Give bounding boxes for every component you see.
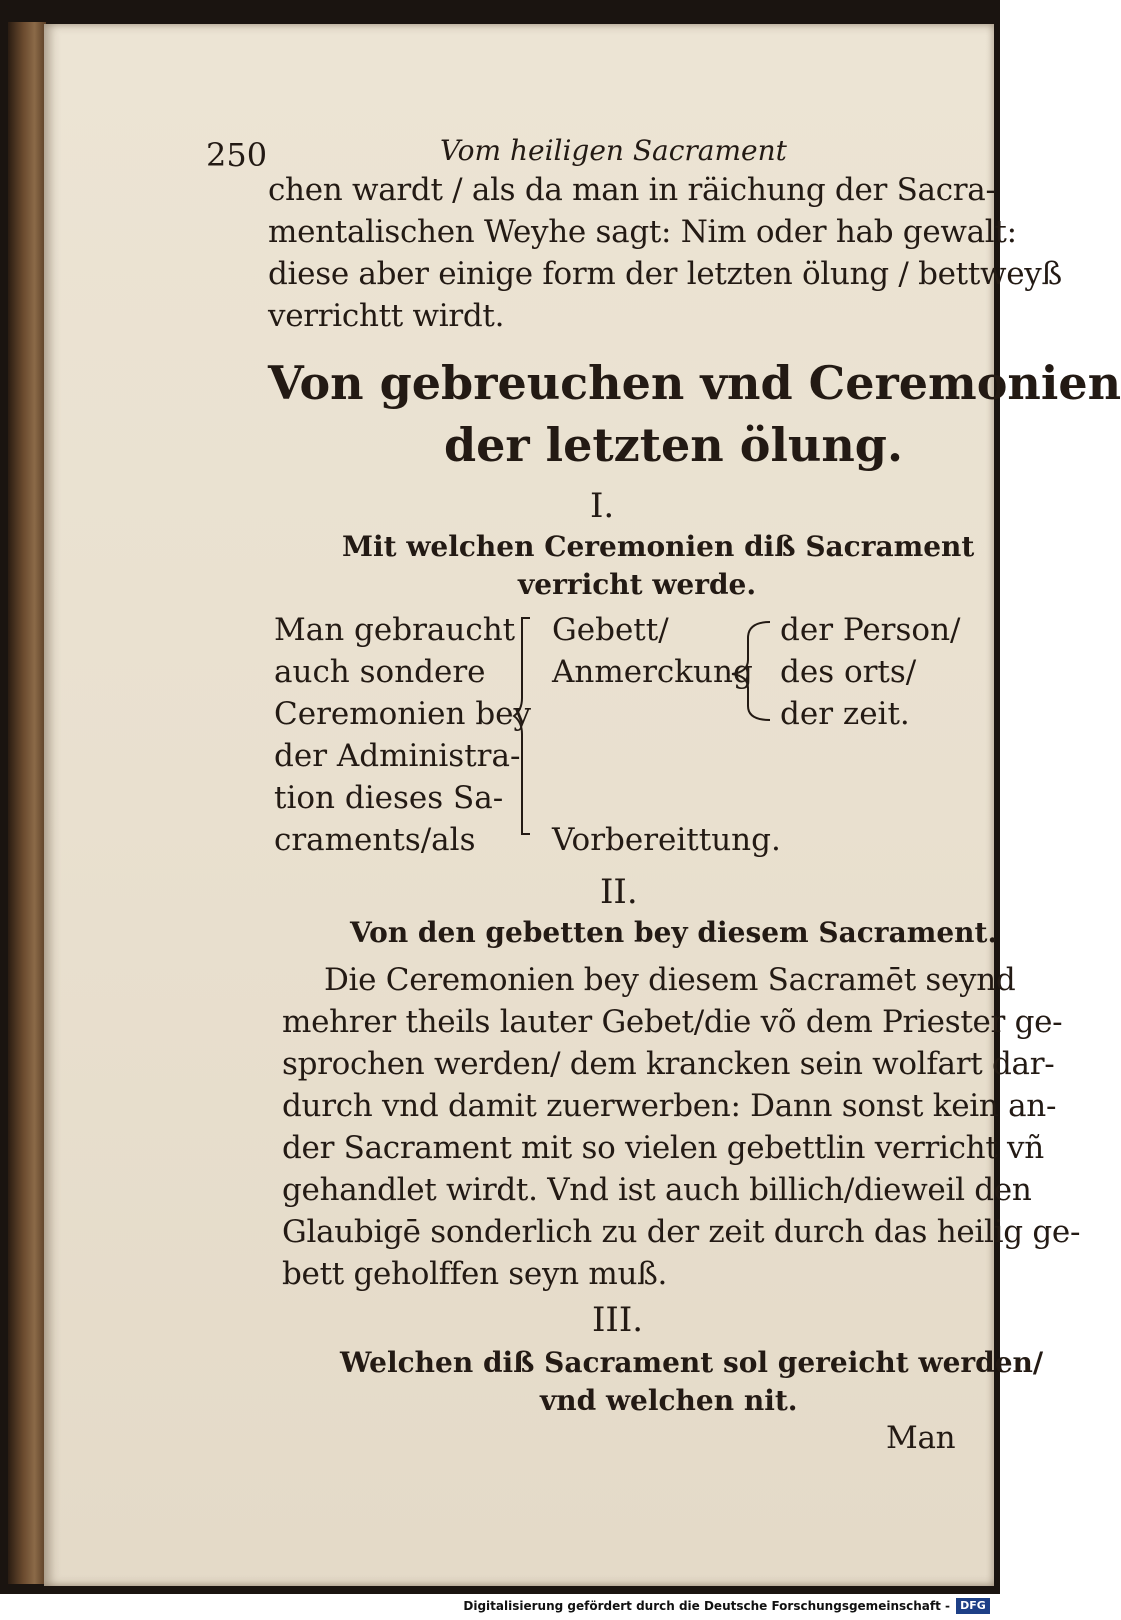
branch-vorbereittung: Vorbereittung. — [552, 822, 781, 858]
sub-item: der zeit. — [780, 696, 910, 732]
section-heading: vnd welchen nit. — [540, 1384, 798, 1417]
section-numeral: III. — [592, 1300, 644, 1340]
diagram-left-text: der Administra- — [274, 738, 521, 774]
book-edge — [8, 22, 46, 1584]
section-heading: Welchen diß Sacrament sol gereicht werden/ — [340, 1346, 1044, 1379]
footer-credit: Digitalisierung gefördert durch die Deutsche Forschungsgemeinschaft - — [463, 1599, 950, 1613]
small-brace — [726, 616, 776, 726]
big-brace — [508, 612, 548, 852]
diagram-left-text: craments/als — [274, 822, 476, 858]
sub-item: des orts/ — [780, 654, 917, 690]
paragraph-line: gehandlet wirdt. Vnd ist auch billich/dieweil den — [282, 1172, 1032, 1208]
section-title: Von gebreuchen vnd Ceremonien — [268, 356, 1121, 410]
paragraph-line: Die Ceremonien bey diesem Sacramēt seynd — [324, 962, 1016, 998]
section-numeral: I. — [590, 486, 615, 526]
section-heading: Von den gebetten bey diesem Sacrament. — [350, 916, 998, 949]
continuation-line: mentalischen Weyhe sagt: Nim oder hab gewalt: — [268, 214, 1017, 250]
diagram-left-text: Ceremonien bey — [274, 696, 532, 732]
page-number: 250 — [206, 136, 268, 174]
paragraph-line: sprochen werden/ dem krancken sein wolfart dar- — [282, 1046, 1055, 1082]
footer-bar — [0, 1594, 1000, 1620]
section-numeral: II. — [600, 872, 638, 912]
continuation-line: diese aber einige form der letzten ölung / bettweyß — [268, 256, 1062, 292]
continuation-line: verrichtt wirdt. — [268, 298, 505, 334]
section-heading: verricht werde. — [518, 568, 757, 601]
continuation-line: chen wardt / als da man in räichung der Sacra- — [268, 172, 996, 208]
dfg-logo: DFG — [956, 1598, 990, 1614]
section-title: der letzten ölung. — [444, 418, 903, 472]
diagram-left-text: tion dieses Sa- — [274, 780, 504, 816]
paragraph-line: Glaubigē sonderlich zu der zeit durch das heilig ge- — [282, 1214, 1081, 1250]
paragraph-line: der Sacrament mit so vielen gebettlin verricht vñ — [282, 1130, 1044, 1166]
branch-anmerckung: Anmerckung — [552, 654, 753, 690]
sub-item: der Person/ — [780, 612, 961, 648]
branch-gebett: Gebett/ — [552, 612, 669, 648]
diagram-left-text: auch sondere — [274, 654, 486, 690]
catchword: Man — [886, 1420, 956, 1456]
paragraph-line: mehrer theils lauter Gebet/die võ dem Priester ge- — [282, 1004, 1063, 1040]
running-title: Vom heiligen Sacrament — [440, 134, 787, 167]
section-heading: Mit welchen Ceremonien diß Sacrament — [342, 530, 975, 563]
paragraph-line: durch vnd damit zuerwerben: Dann sonst kein an- — [282, 1088, 1057, 1124]
paragraph-line: bett geholffen seyn muß. — [282, 1256, 668, 1292]
diagram-left-text: Man gebraucht — [274, 612, 516, 648]
